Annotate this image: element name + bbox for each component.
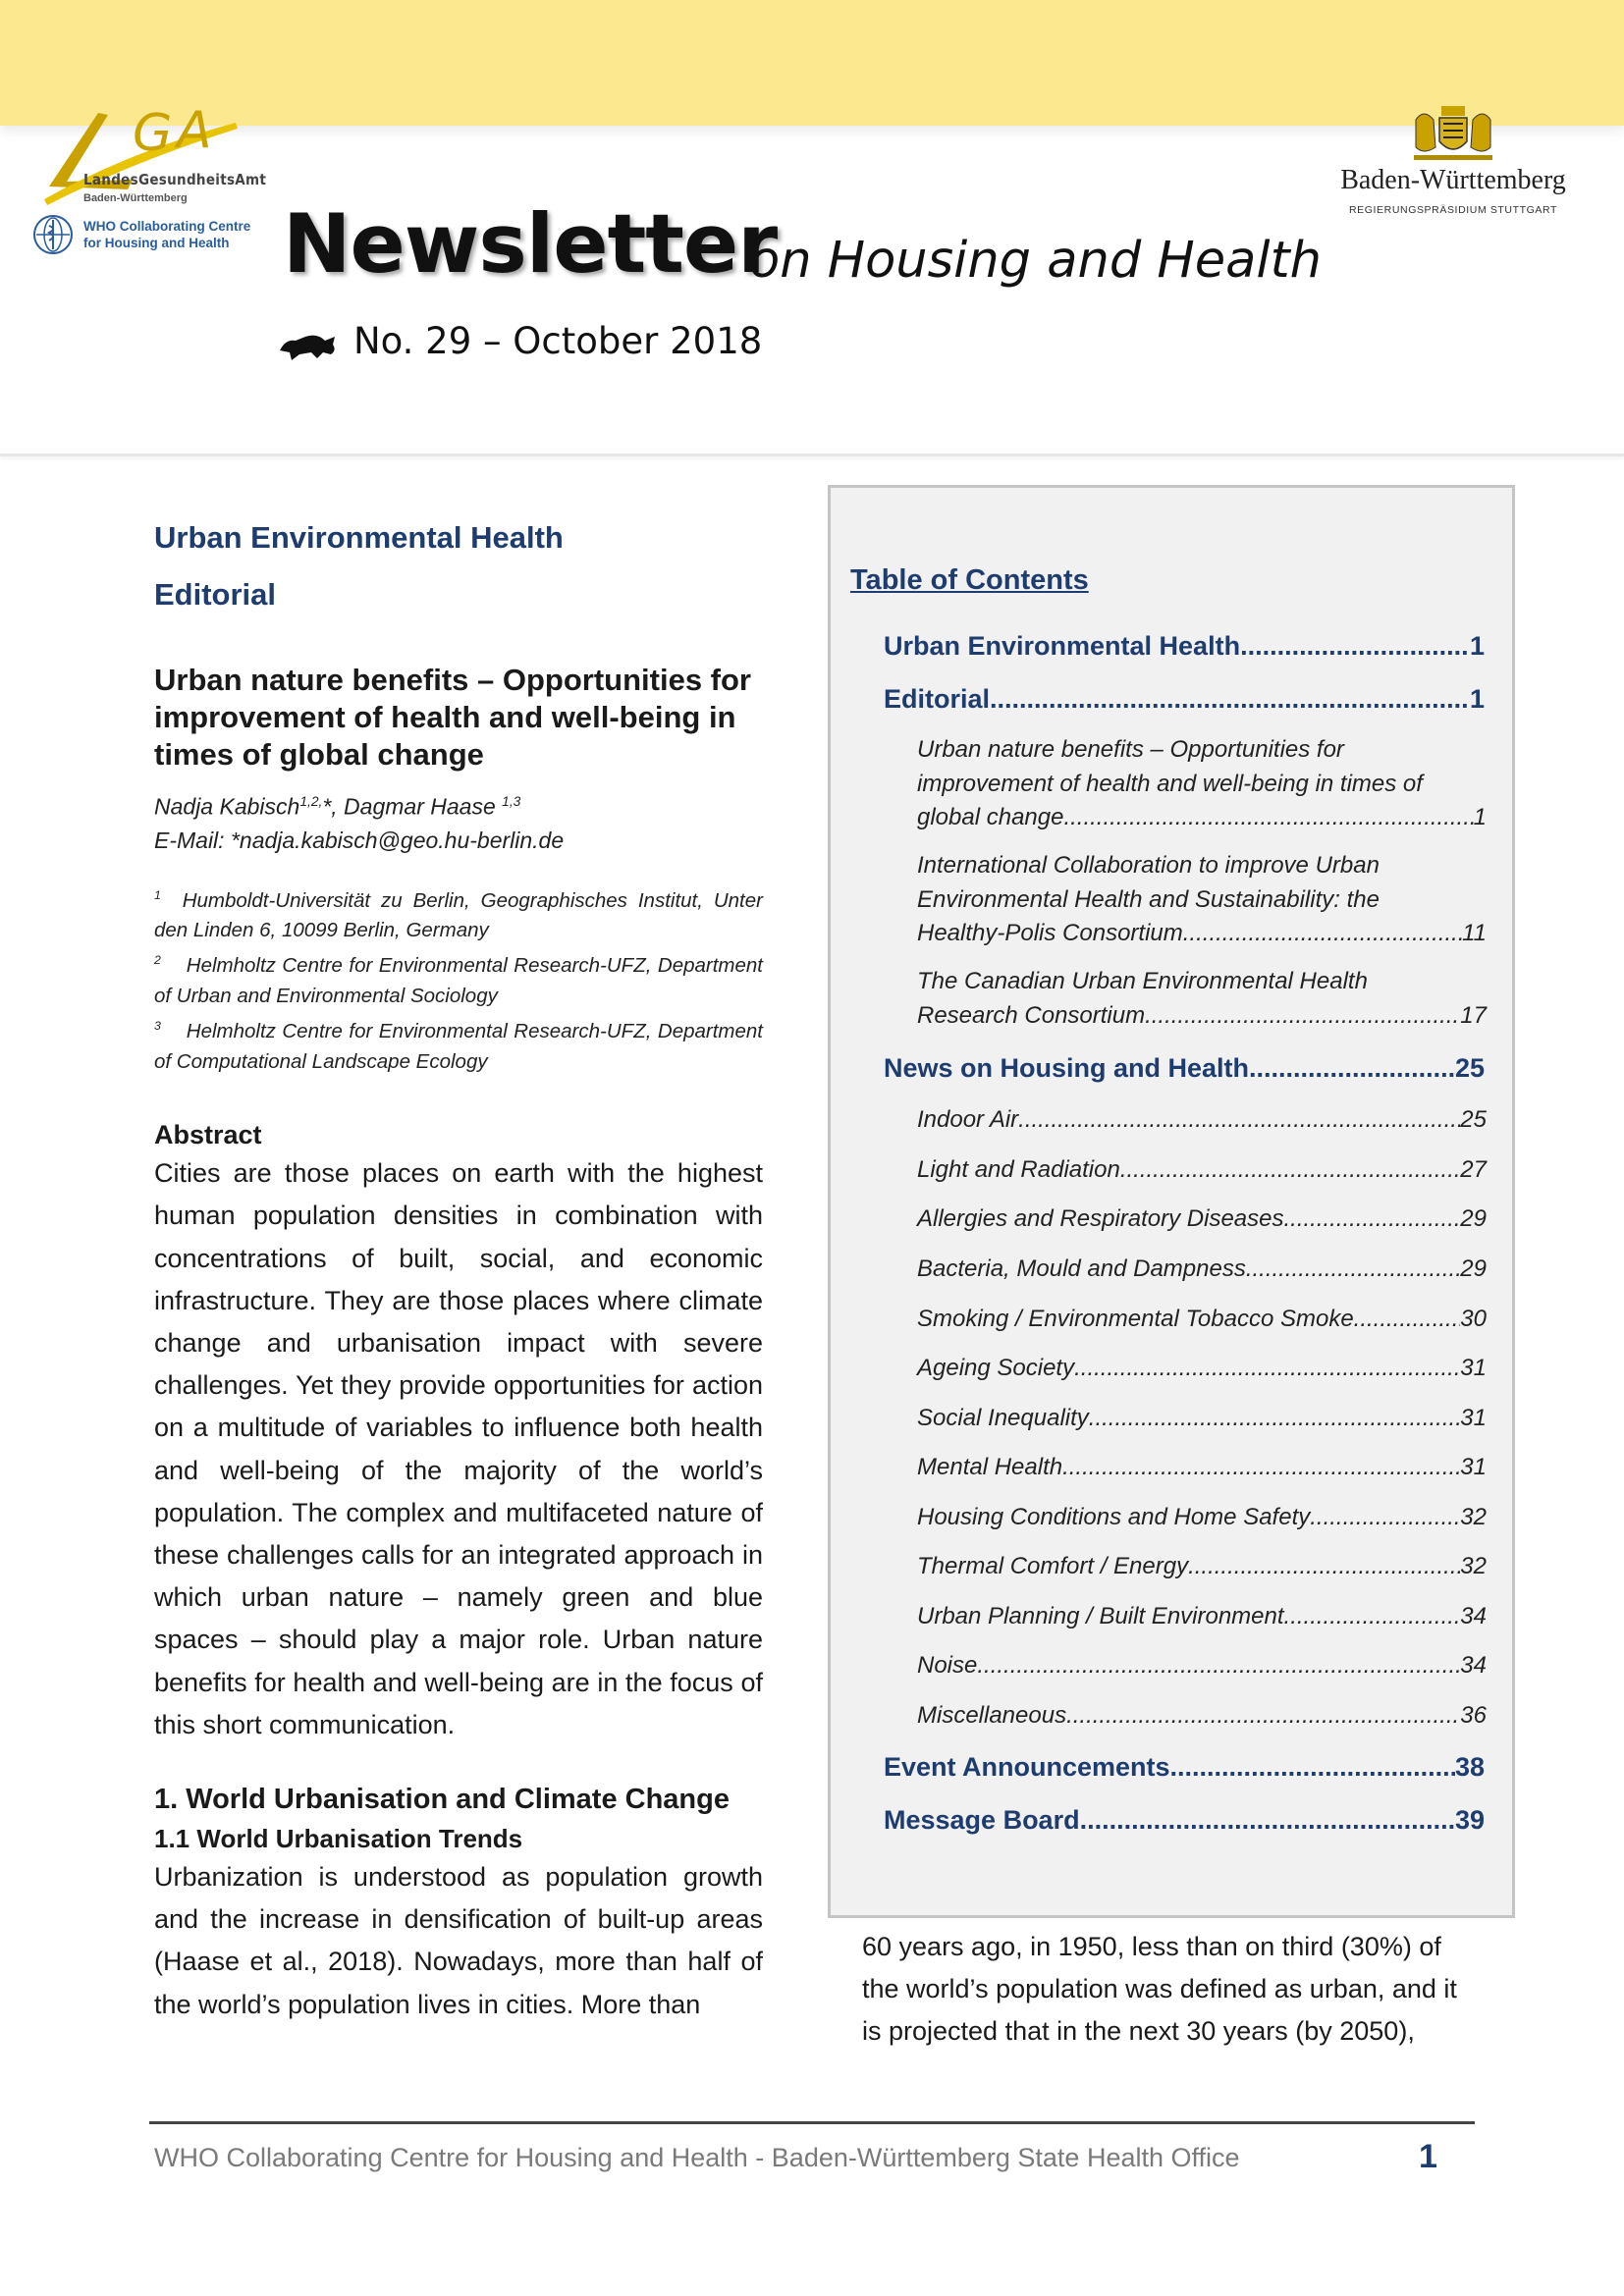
toc-leader xyxy=(1018,1106,1460,1134)
article-title: Urban nature benefits – Opportunities for improvement of health and well-being in times of global change xyxy=(154,663,751,772)
toc-entry-label: Social Inequality xyxy=(917,1405,1089,1431)
toc-entry-label: Light and Radiation xyxy=(917,1156,1120,1183)
toc-entry-label: News on Housing and Health xyxy=(884,1053,1250,1083)
toc-entry-line: Urban nature benefits – Opportunities for xyxy=(917,736,1344,763)
toc-leader xyxy=(1284,1603,1461,1630)
toc-entry-label: Message Board xyxy=(884,1805,1080,1835)
footer-text: WHO Collaborating Centre for Housing and Health - Baden-Württemberg State Health Office xyxy=(154,2143,1240,2172)
toc-entry-news[interactable] xyxy=(884,1053,1485,1084)
toc-leader xyxy=(1089,1405,1461,1432)
toc-entry-label: Allergies and Respiratory Diseases xyxy=(917,1205,1284,1232)
toc-page-number: 36 xyxy=(1460,1702,1487,1729)
toc-entry-news-item[interactable] xyxy=(917,1553,1487,1580)
toc-page-number: 31 xyxy=(1460,1454,1487,1480)
bw-name: Baden-Württemberg xyxy=(1340,165,1566,195)
toc-leader xyxy=(1080,1805,1455,1836)
toc-page-number: 34 xyxy=(1460,1652,1487,1679)
issue-number: No. 29 – October 2018 xyxy=(353,320,763,362)
toc-page-number: 39 xyxy=(1454,1805,1485,1835)
toc-page-number: 25 xyxy=(1460,1106,1487,1133)
toc-leader xyxy=(977,1652,1460,1680)
bw-crest-icon xyxy=(1404,98,1502,167)
toc-leader xyxy=(1354,1306,1461,1333)
toc-entry-news-item[interactable] xyxy=(917,1355,1487,1382)
lga-name: LandesGesundheitsAmt xyxy=(83,171,267,188)
toc-entry-line: Healthy-Polis Consortium xyxy=(917,920,1183,946)
toc-entry-line: improvement of health and well-being in times of xyxy=(917,770,1423,797)
paragraph-urbanization: Urbanization is understood as population growth and the increase in densification of built-up areas (Haase et al., 2018). Nowadays, more than half of the world’s population lives in cities. More than xyxy=(154,1861,763,2019)
abstract-heading: Abstract xyxy=(154,1120,262,1150)
toc-page-number: 30 xyxy=(1460,1306,1487,1332)
lga-region: Baden-Württemberg xyxy=(83,192,188,204)
toc-entry-canadian-consortium[interactable] xyxy=(917,965,1487,1033)
toc-entry-label: Bacteria, Mould and Dampness xyxy=(917,1255,1246,1282)
toc-leader xyxy=(1246,1255,1460,1283)
toc-entry-label: Smoking / Environmental Tobacco Smoke xyxy=(917,1306,1354,1332)
affil-text: Helmholtz Centre for Environmental Research-UFZ, Department of Computational Landscape Ecology xyxy=(154,1020,763,1074)
author-affil-sup: 1,2, xyxy=(299,794,323,809)
affiliation-3 xyxy=(154,1011,763,1077)
toc-entry-news-item[interactable] xyxy=(917,1106,1487,1134)
author-email: E-Mail: *nadja.kabisch@geo.hu-berlin.de xyxy=(154,827,565,853)
toc-page-number: 31 xyxy=(1460,1405,1487,1431)
author2-affil-sup: 1,3 xyxy=(502,794,521,809)
toc-leader xyxy=(990,684,1470,715)
page-number: 1 xyxy=(1419,2138,1437,2175)
toc-entry-label: Ageing Society xyxy=(917,1355,1075,1381)
affil-text: Helmholtz Centre for Environmental Research-UFZ, Department of Urban and Environmental Sociology xyxy=(154,954,763,1008)
toc-leader xyxy=(1188,1553,1460,1580)
left-column xyxy=(154,510,763,2026)
heading-urbanisation-trends: 1.1 World Urbanisation Trends xyxy=(154,1823,523,1853)
header-divider xyxy=(0,454,1624,456)
toc-leader xyxy=(1240,631,1470,662)
toc-leader xyxy=(1063,801,1473,835)
paragraph-urban-population: 60 years ago, in 1950, less than on third (30%) of the world’s population was defined as urban, and it is projected that in the next 30 years (by 2050), xyxy=(862,1932,1457,2047)
toc-entry-events[interactable] xyxy=(884,1752,1485,1783)
toc-entry-label: Urban Environmental Health xyxy=(884,631,1241,661)
toc-page-number: 29 xyxy=(1460,1205,1487,1232)
affiliation-1 xyxy=(154,881,763,946)
toc-leader xyxy=(1120,1156,1460,1184)
toc-page-number: 17 xyxy=(1460,1001,1487,1029)
toc-entry-news-item[interactable] xyxy=(917,1603,1487,1630)
abstract-text: Cities are those places on earth with the highest human population densities in combination with concentrations of built, social, and economic infrastructure. They are those places where climate change and urbanisation impact with severe challenges. Yet they provide opportunities for action on a multitude of variables to influence both health and well-being of the majority of the world’s population. The complex and multifaceted nature of these challenges calls for an integrated approach in which urban nature – namely green and blue spaces – should play a major role. Urban nature benefits for health and well-being are in the focus of this short communication. xyxy=(154,1158,763,1739)
toc-entry-news-item[interactable] xyxy=(917,1454,1487,1481)
who-emblem-icon xyxy=(32,214,74,255)
table-of-contents xyxy=(828,485,1515,1918)
toc-entry-label: Event Announcements xyxy=(884,1752,1170,1782)
toc-page-number: 32 xyxy=(1460,1553,1487,1579)
toc-entry-line: Environmental Health and Sustainability: the xyxy=(917,885,1380,913)
toc-page-number: 1 xyxy=(1473,804,1487,830)
heading-world-urbanisation: 1. World Urbanisation and Climate Change xyxy=(154,1783,730,1815)
toc-leader xyxy=(1062,1454,1460,1481)
affil-num: 2 xyxy=(154,953,161,968)
toc-leader xyxy=(1249,1053,1455,1084)
authors xyxy=(154,785,763,824)
toc-entry-news-item[interactable] xyxy=(917,1306,1487,1333)
toc-entry-label: Urban Planning / Built Environment xyxy=(917,1603,1284,1629)
toc-entry-urban-nature[interactable] xyxy=(917,733,1487,835)
toc-leader xyxy=(1066,1702,1460,1730)
toc-entry-label: Thermal Comfort / Energy xyxy=(917,1553,1189,1579)
toc-entry-line: Research Consortium xyxy=(917,1001,1146,1029)
toc-entry-message-board[interactable] xyxy=(884,1805,1485,1836)
toc-entry-news-item[interactable] xyxy=(917,1702,1487,1730)
toc-page-number: 11 xyxy=(1462,920,1487,946)
toc-entry-label: Miscellaneous xyxy=(917,1702,1067,1729)
toc-entry-label: Indoor Air xyxy=(917,1106,1019,1133)
toc-entry-news-item[interactable] xyxy=(917,1504,1487,1531)
toc-entry-news-item[interactable] xyxy=(917,1652,1487,1680)
bw-subtitle: REGIERUNGSPRÄSIDIUM STUTTGART xyxy=(1348,204,1558,216)
toc-entry-line: The Canadian Urban Environmental Health xyxy=(917,968,1368,994)
svg-text:A: A xyxy=(177,101,212,160)
toc-entry-urban-health[interactable] xyxy=(884,631,1485,662)
affiliation-2 xyxy=(154,945,763,1011)
toc-entry-line: global change xyxy=(917,804,1064,830)
toc-leader xyxy=(1310,1504,1460,1531)
author-second: *, Dagmar Haase xyxy=(322,793,503,820)
toc-entry-label: Housing Conditions and Home Safety xyxy=(917,1504,1311,1530)
toc-leader xyxy=(1170,1752,1455,1783)
toc-entry-line: International Collaboration to improve Urban xyxy=(917,852,1380,879)
section-heading-editorial: Editorial xyxy=(154,577,277,612)
affil-num: 1 xyxy=(154,887,161,902)
toc-page-number: 29 xyxy=(1460,1255,1487,1282)
toc-entry-editorial[interactable] xyxy=(884,684,1485,715)
toc-leader xyxy=(1284,1205,1461,1233)
toc-leader xyxy=(1145,999,1460,1034)
toc-page-number: 34 xyxy=(1460,1603,1487,1629)
newsletter-subtitle: on Housing and Health xyxy=(749,232,1322,290)
toc-page-number: 27 xyxy=(1460,1156,1487,1183)
toc-entry-news-item[interactable] xyxy=(917,1156,1487,1184)
newsletter-title: Newsletter xyxy=(283,196,778,292)
toc-title[interactable]: Table of Contents xyxy=(850,564,1089,596)
toc-entry-label: Noise xyxy=(917,1652,978,1679)
toc-entry-label: Mental Health xyxy=(917,1454,1063,1480)
toc-leader xyxy=(1183,917,1462,951)
toc-page-number: 1 xyxy=(1469,631,1485,661)
footer-divider xyxy=(149,2121,1475,2124)
affil-text: Humboldt-Universität zu Berlin, Geographisches Institut, Unter den Linden 6, 10099 Berlin, Germany xyxy=(154,888,763,942)
toc-page-number: 25 xyxy=(1454,1053,1485,1083)
section-heading-urban: Urban Environmental Health xyxy=(154,520,564,555)
toc-page-number: 31 xyxy=(1460,1355,1487,1381)
lion-icon xyxy=(278,331,339,362)
svg-text:G: G xyxy=(133,104,173,163)
toc-entry-news-item[interactable] xyxy=(917,1405,1487,1432)
affil-num: 3 xyxy=(154,1019,161,1034)
toc-entry-label: Editorial xyxy=(884,684,991,714)
author-name: Nadja Kabisch xyxy=(154,793,300,820)
toc-page-number: 38 xyxy=(1454,1752,1485,1782)
toc-entry-healthy-polis[interactable] xyxy=(917,849,1487,951)
who-centre-label: WHO Collaborating Centre for Housing and Health xyxy=(83,219,251,250)
toc-page-number: 32 xyxy=(1460,1504,1487,1530)
toc-entry-news-item[interactable] xyxy=(917,1255,1487,1283)
toc-page-number: 1 xyxy=(1469,684,1485,714)
toc-leader xyxy=(1074,1355,1460,1382)
toc-entry-news-item[interactable] xyxy=(917,1205,1487,1233)
